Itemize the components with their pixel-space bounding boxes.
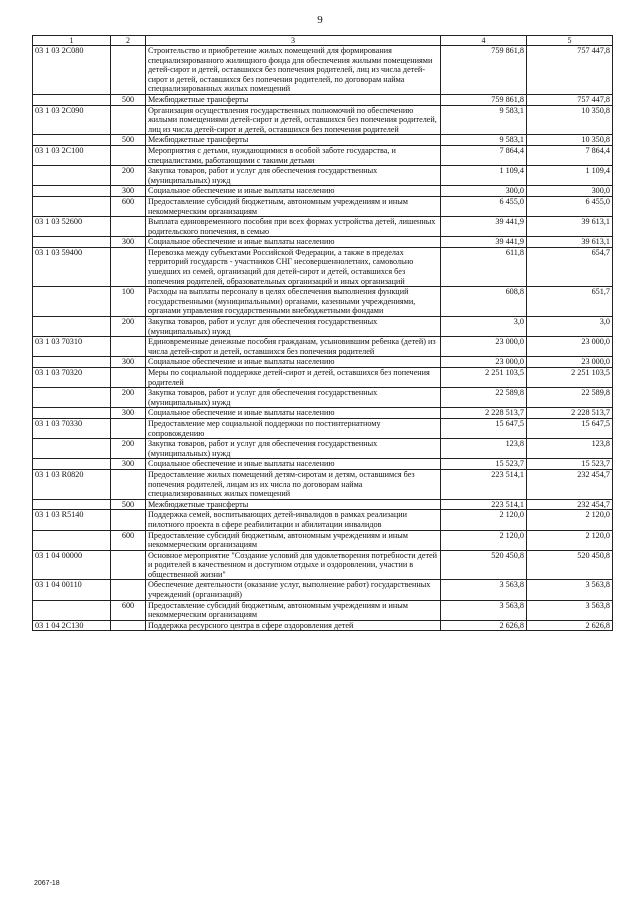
header-cell-3: 3 xyxy=(146,36,441,46)
cell-code: 03 1 04 00000 xyxy=(33,550,111,580)
table-row xyxy=(33,317,613,337)
cell-name: Предоставление субсидий бюджетным, автономным учреждениям и иным некоммерческим организациям xyxy=(146,600,441,620)
table-row xyxy=(33,530,613,550)
budget-table xyxy=(32,35,613,631)
cell-name: Поддержка семей, воспитывающих детей-инвалидов в рамках реализации пилотного проекта в сфере реабилитации и абилитации инвалидов xyxy=(146,510,441,530)
cell-value-col4: 6 455,0 xyxy=(441,196,527,216)
cell-value-col5: 2 120,0 xyxy=(527,510,613,530)
table-row xyxy=(33,368,613,388)
table-row xyxy=(33,510,613,530)
cell-name: Закупка товаров, работ и услуг для обеспечения государственных (муниципальных) нужд xyxy=(146,166,441,186)
cell-value-col5: 300,0 xyxy=(527,186,613,197)
cell-name: Закупка товаров, работ и услуг для обеспечения государственных (муниципальных) нужд xyxy=(146,388,441,408)
cell-value-col5: 3 563,8 xyxy=(527,580,613,600)
cell-value-col5: 123,8 xyxy=(527,439,613,459)
cell-name: Социальное обеспечение и иные выплаты населению xyxy=(146,459,441,470)
cell-value-col4: 2 120,0 xyxy=(441,510,527,530)
header-cell-2: 2 xyxy=(111,36,146,46)
cell-expense-type xyxy=(111,145,146,165)
cell-code: 03 1 03 52600 xyxy=(33,217,111,237)
cell-expense-type: 300 xyxy=(111,357,146,368)
cell-value-col4: 39 441,9 xyxy=(441,237,527,248)
cell-name: Социальное обеспечение и иные выплаты населению xyxy=(146,186,441,197)
cell-name: Закупка товаров, работ и услуг для обеспечения государственных (муниципальных) нужд xyxy=(146,317,441,337)
cell-name: Предоставление субсидий бюджетным, автономным учреждениям и иным некоммерческим организациям xyxy=(146,196,441,216)
table-row xyxy=(33,287,613,317)
cell-name: Социальное обеспечение и иные выплаты населению xyxy=(146,357,441,368)
cell-value-col5: 232 454,7 xyxy=(527,499,613,510)
cell-name: Мероприятия с детьми, нуждающимися в особой заботе государства, и специалистами, работающими с такими детьми xyxy=(146,145,441,165)
cell-value-col5: 2 251 103,5 xyxy=(527,368,613,388)
cell-value-col5: 15 647,5 xyxy=(527,418,613,438)
cell-value-col5: 651,7 xyxy=(527,287,613,317)
budget-table-container xyxy=(32,35,612,631)
cell-name: Закупка товаров, работ и услуг для обеспечения государственных (муниципальных) нужд xyxy=(146,439,441,459)
table-row xyxy=(33,459,613,470)
cell-value-col5: 10 350,8 xyxy=(527,135,613,146)
cell-name: Предоставление субсидий бюджетным, автономным учреждениям и иным некоммерческим организациям xyxy=(146,530,441,550)
cell-expense-type: 100 xyxy=(111,287,146,317)
table-row xyxy=(33,550,613,580)
cell-code xyxy=(33,388,111,408)
header-row xyxy=(33,36,613,46)
cell-code xyxy=(33,357,111,368)
cell-code xyxy=(33,196,111,216)
cell-value-col5: 22 589,8 xyxy=(527,388,613,408)
cell-value-col4: 9 583,1 xyxy=(441,105,527,135)
table-row xyxy=(33,94,613,105)
cell-value-col5: 757 447,8 xyxy=(527,94,613,105)
table-row xyxy=(33,237,613,248)
cell-value-col4: 23 000,0 xyxy=(441,357,527,368)
table-body xyxy=(33,36,613,631)
cell-value-col5: 6 455,0 xyxy=(527,196,613,216)
cell-value-col5: 2 120,0 xyxy=(527,530,613,550)
cell-value-col4: 3,0 xyxy=(441,317,527,337)
table-row xyxy=(33,135,613,146)
cell-name: Межбюджетные трансферты xyxy=(146,94,441,105)
cell-value-col5: 2 626,8 xyxy=(527,620,613,631)
cell-value-col5: 3,0 xyxy=(527,317,613,337)
cell-expense-type xyxy=(111,580,146,600)
cell-value-col4: 123,8 xyxy=(441,439,527,459)
cell-value-col4: 223 514,1 xyxy=(441,469,527,499)
cell-expense-type xyxy=(111,510,146,530)
table-row xyxy=(33,186,613,197)
cell-expense-type: 600 xyxy=(111,196,146,216)
cell-value-col4: 611,8 xyxy=(441,247,527,286)
cell-code xyxy=(33,135,111,146)
cell-name: Обеспечение деятельности (оказание услуг, выполнение работ) государственных учреждений (организаций) xyxy=(146,580,441,600)
cell-name: Единовременные денежные пособия гражданам, усыновившим ребенка (детей) из числа детей-сирот и детей, оставшихся без попечения родителей xyxy=(146,337,441,357)
cell-value-col5: 2 228 513,7 xyxy=(527,408,613,419)
table-row xyxy=(33,337,613,357)
cell-expense-type xyxy=(111,620,146,631)
cell-code: 03 1 03 59400 xyxy=(33,247,111,286)
cell-code: 03 1 03 2С100 xyxy=(33,145,111,165)
cell-code xyxy=(33,287,111,317)
cell-name: Межбюджетные трансферты xyxy=(146,499,441,510)
cell-name: Расходы на выплаты персоналу в целях обеспечения выполнения функций государственными (муниципальными) органами, казенными учреждениями, органами управления государственными внебюджетными фондами xyxy=(146,287,441,317)
cell-value-col5: 23 000,0 xyxy=(527,337,613,357)
cell-expense-type: 200 xyxy=(111,166,146,186)
cell-expense-type: 500 xyxy=(111,499,146,510)
cell-value-col4: 300,0 xyxy=(441,186,527,197)
cell-value-col4: 2 228 513,7 xyxy=(441,408,527,419)
table-row xyxy=(33,620,613,631)
cell-expense-type xyxy=(111,550,146,580)
cell-code xyxy=(33,459,111,470)
cell-code xyxy=(33,408,111,419)
cell-expense-type: 300 xyxy=(111,186,146,197)
cell-name: Основное мероприятие "Создание условий для удовлетворения потребности детей и родителей в качественном и доступном отдыхе и оздоровлении, участии в общественной жизни" xyxy=(146,550,441,580)
cell-expense-type: 200 xyxy=(111,388,146,408)
cell-value-col4: 7 864,4 xyxy=(441,145,527,165)
document-footer-code: 2067-18 xyxy=(34,880,60,887)
cell-value-col4: 759 861,8 xyxy=(441,94,527,105)
cell-value-col5: 39 613,1 xyxy=(527,217,613,237)
cell-value-col4: 9 583,1 xyxy=(441,135,527,146)
table-row xyxy=(33,145,613,165)
cell-expense-type: 300 xyxy=(111,459,146,470)
header-cell-4: 4 xyxy=(441,36,527,46)
cell-expense-type xyxy=(111,469,146,499)
cell-value-col4: 22 589,8 xyxy=(441,388,527,408)
cell-value-col4: 608,8 xyxy=(441,287,527,317)
table-row xyxy=(33,580,613,600)
table-row xyxy=(33,217,613,237)
cell-value-col4: 223 514,1 xyxy=(441,499,527,510)
cell-code xyxy=(33,600,111,620)
cell-value-col5: 1 109,4 xyxy=(527,166,613,186)
cell-code: 03 1 03 70330 xyxy=(33,418,111,438)
table-row xyxy=(33,357,613,368)
cell-value-col5: 232 454,7 xyxy=(527,469,613,499)
cell-code: 03 1 04 00110 xyxy=(33,580,111,600)
cell-expense-type: 600 xyxy=(111,600,146,620)
cell-value-col5: 7 864,4 xyxy=(527,145,613,165)
table-row xyxy=(33,247,613,286)
cell-code: 03 1 03 R5140 xyxy=(33,510,111,530)
cell-code: 03 1 03 2С080 xyxy=(33,46,111,95)
cell-value-col4: 39 441,9 xyxy=(441,217,527,237)
cell-name: Предоставление жилых помещений детям-сиротам и детям, оставшимся без попечения родителей, лицам из их числа по договорам найма специализированных жилых помещений xyxy=(146,469,441,499)
cell-expense-type: 200 xyxy=(111,439,146,459)
cell-code xyxy=(33,530,111,550)
cell-name: Организация осуществления государственных полномочий по обеспечению жилыми помещениями детей-сирот и детей, оставшихся без попечения родителей, лиц из числа детей-сирот и детей, оставшихся без попечения родителей xyxy=(146,105,441,135)
cell-name: Предоставление мер социальной поддержки по постинтернатному сопровождению xyxy=(146,418,441,438)
cell-name: Поддержка ресурсного центра в сфере оздоровления детей xyxy=(146,620,441,631)
table-row xyxy=(33,408,613,419)
table-row xyxy=(33,418,613,438)
cell-value-col5: 10 350,8 xyxy=(527,105,613,135)
cell-value-col4: 2 120,0 xyxy=(441,530,527,550)
cell-name: Перевозка между субъектами Российской Федерации, а также в пределах территорий государств - участников СНГ несовершеннолетних, самовольно ушедших из семей, организаций для детей-сирот и детей, оставшихся без попечения родителей, образовательных организаций и иных организаций xyxy=(146,247,441,286)
cell-expense-type: 300 xyxy=(111,408,146,419)
cell-value-col4: 23 000,0 xyxy=(441,337,527,357)
cell-value-col4: 15 647,5 xyxy=(441,418,527,438)
table-row xyxy=(33,439,613,459)
cell-expense-type xyxy=(111,105,146,135)
cell-expense-type xyxy=(111,46,146,95)
cell-name: Социальное обеспечение и иные выплаты населению xyxy=(146,408,441,419)
cell-code xyxy=(33,186,111,197)
table-row xyxy=(33,196,613,216)
table-row xyxy=(33,166,613,186)
cell-code: 03 1 03 70320 xyxy=(33,368,111,388)
header-cell-1: 1 xyxy=(33,36,111,46)
cell-value-col5: 3 563,8 xyxy=(527,600,613,620)
cell-name: Межбюджетные трансферты xyxy=(146,135,441,146)
table-row xyxy=(33,388,613,408)
cell-expense-type xyxy=(111,217,146,237)
cell-value-col4: 2 251 103,5 xyxy=(441,368,527,388)
cell-expense-type: 200 xyxy=(111,317,146,337)
cell-code: 03 1 03 70310 xyxy=(33,337,111,357)
cell-value-col4: 15 523,7 xyxy=(441,459,527,470)
cell-value-col4: 3 563,8 xyxy=(441,600,527,620)
cell-code xyxy=(33,439,111,459)
cell-value-col5: 757 447,8 xyxy=(527,46,613,95)
table-row xyxy=(33,469,613,499)
cell-code: 03 1 03 2С090 xyxy=(33,105,111,135)
cell-value-col5: 23 000,0 xyxy=(527,357,613,368)
cell-code: 03 1 03 R0820 xyxy=(33,469,111,499)
cell-value-col5: 654,7 xyxy=(527,247,613,286)
page-number: 9 xyxy=(317,14,323,26)
cell-name: Меры по социальной поддержке детей-сирот и детей, оставшихся без попечения родителей xyxy=(146,368,441,388)
cell-expense-type xyxy=(111,337,146,357)
cell-name: Строительство и приобретение жилых помещений для формирования специализированного жилищного фонда для обеспечения жилыми помещениями детей-сирот и детей, оставшихся без попечения родителей, лиц из числа детей-сирот и детей, оставшихся без попечения родителей, по договорам найма специализированных жилых помещений xyxy=(146,46,441,95)
cell-code xyxy=(33,94,111,105)
cell-code xyxy=(33,237,111,248)
cell-value-col4: 1 109,4 xyxy=(441,166,527,186)
table-row xyxy=(33,600,613,620)
cell-value-col5: 15 523,7 xyxy=(527,459,613,470)
cell-code xyxy=(33,499,111,510)
table-row xyxy=(33,105,613,135)
cell-code: 03 1 04 2С130 xyxy=(33,620,111,631)
cell-value-col5: 39 613,1 xyxy=(527,237,613,248)
cell-expense-type: 500 xyxy=(111,135,146,146)
cell-code xyxy=(33,166,111,186)
cell-expense-type xyxy=(111,368,146,388)
cell-expense-type: 300 xyxy=(111,237,146,248)
cell-expense-type xyxy=(111,418,146,438)
table-row xyxy=(33,46,613,95)
cell-expense-type: 600 xyxy=(111,530,146,550)
cell-code xyxy=(33,317,111,337)
cell-expense-type xyxy=(111,247,146,286)
cell-value-col4: 2 626,8 xyxy=(441,620,527,631)
table-row xyxy=(33,499,613,510)
cell-value-col4: 520 450,8 xyxy=(441,550,527,580)
cell-name: Выплата единовременного пособия при всех формах устройства детей, лишенных родительского попечения, в семью xyxy=(146,217,441,237)
cell-value-col5: 520 450,8 xyxy=(527,550,613,580)
cell-expense-type: 500 xyxy=(111,94,146,105)
cell-name: Социальное обеспечение и иные выплаты населению xyxy=(146,237,441,248)
header-cell-5: 5 xyxy=(527,36,613,46)
cell-value-col4: 3 563,8 xyxy=(441,580,527,600)
cell-value-col4: 759 861,8 xyxy=(441,46,527,95)
